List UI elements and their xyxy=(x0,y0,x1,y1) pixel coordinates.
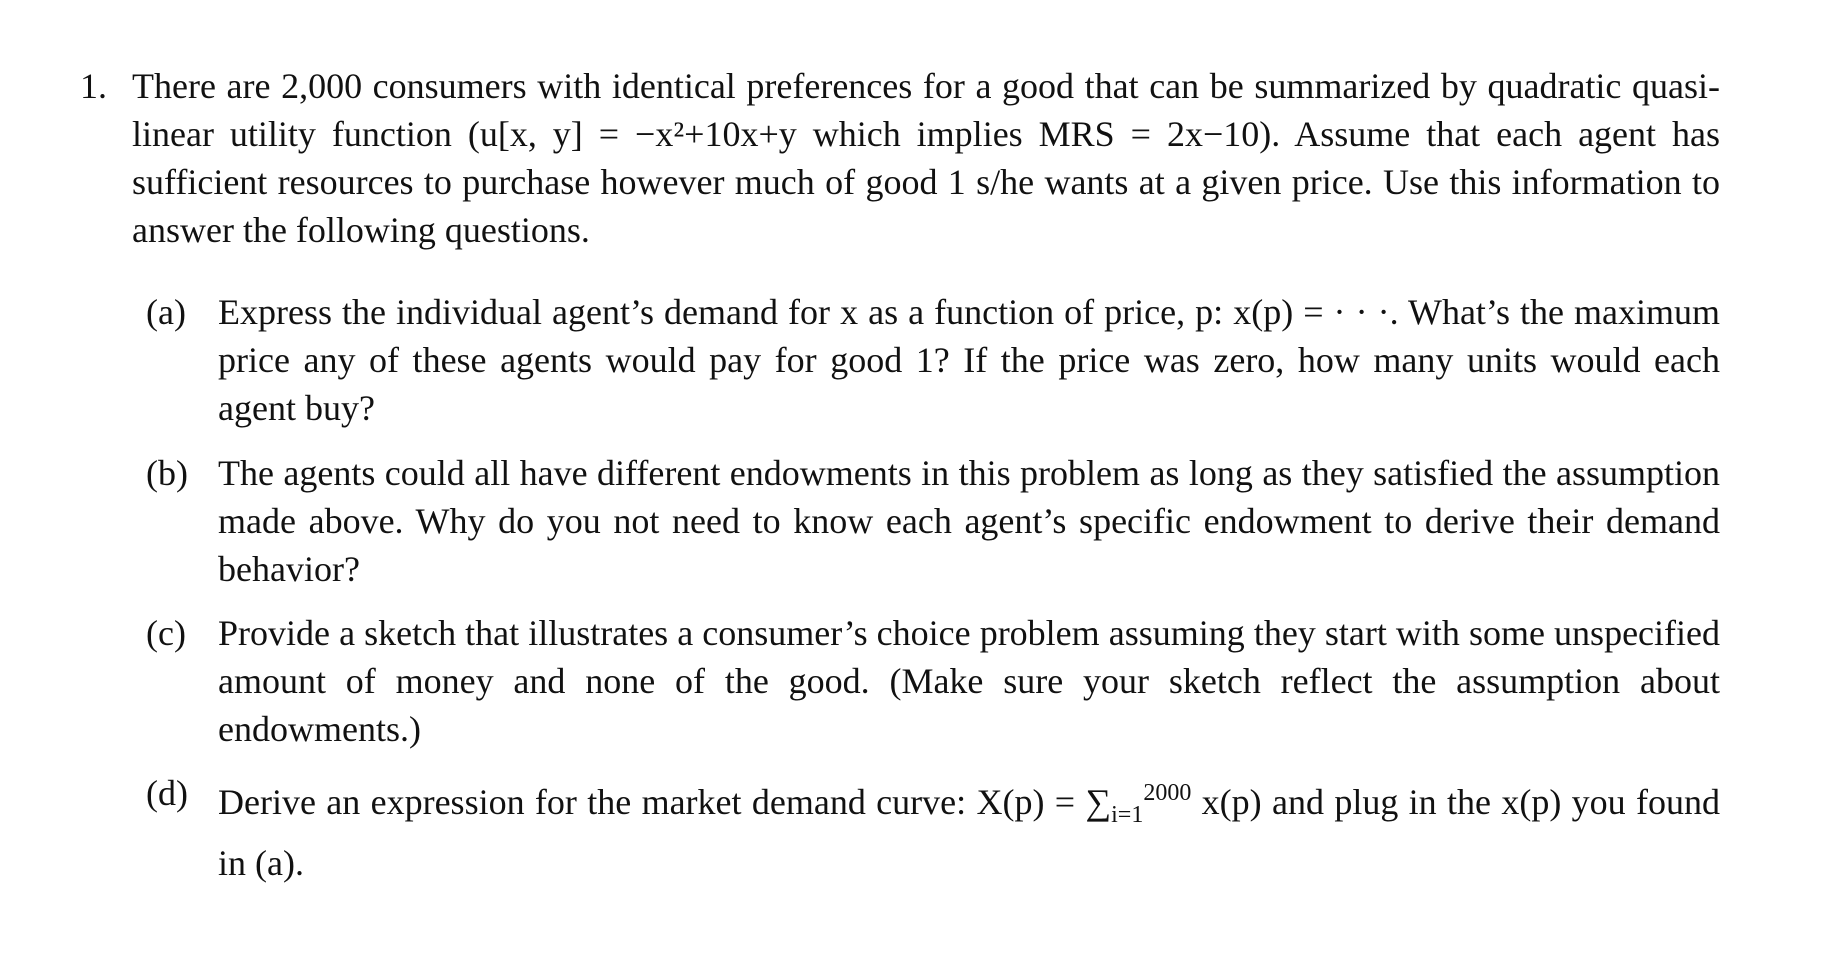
summation-lower-limit: i=1 xyxy=(1111,802,1144,828)
part-c-text: Provide a sketch that illustrates a consumer’s choice problem assuming they start with some unspecified amount of money and none of the good. (Make sure your sketch reflect the assumption about endowments.) xyxy=(218,613,1720,749)
part-d-text-before: Derive an expression for the market demand curve: X(p) = xyxy=(218,782,1086,822)
part-c-label: (c) xyxy=(146,613,186,653)
summation-symbol: ∑ xyxy=(1085,782,1112,822)
summation-upper-limit: 2000 xyxy=(1143,780,1192,806)
question-number: 1. xyxy=(80,66,107,106)
part-b-text: The agents could all have different endowments in this problem as long as they satisfied the assumption made above. Why do you not need to know each agent’s specific endowment to derive their demand behavior? xyxy=(218,453,1720,589)
question-intro: There are 2,000 consumers with identical preferences for a good that can be summarized by quadratic quasi-linear utility function (u[x, y] = −x²+10x+y which implies MRS = 2x−10). Assume that each agent has sufficient resources to purchase however much of good 1 s/he wants at a given price. Use this information to answer the following questions. xyxy=(132,66,1720,250)
part-d-text-after: x(p) and plug in the x(p) you found in (a). xyxy=(218,782,1721,883)
part-a-text: Express the individual agent’s demand for x as a function of price, p: x(p) = · · ·. What’s the maximum price any of these agents would pay for good 1? If the price was zero, how many units would each agent buy? xyxy=(218,292,1720,428)
part-d-text xyxy=(218,769,1720,887)
part-b-label: (b) xyxy=(146,453,188,493)
part-d-label: (d) xyxy=(146,773,188,813)
part-a-label: (a) xyxy=(146,292,186,332)
